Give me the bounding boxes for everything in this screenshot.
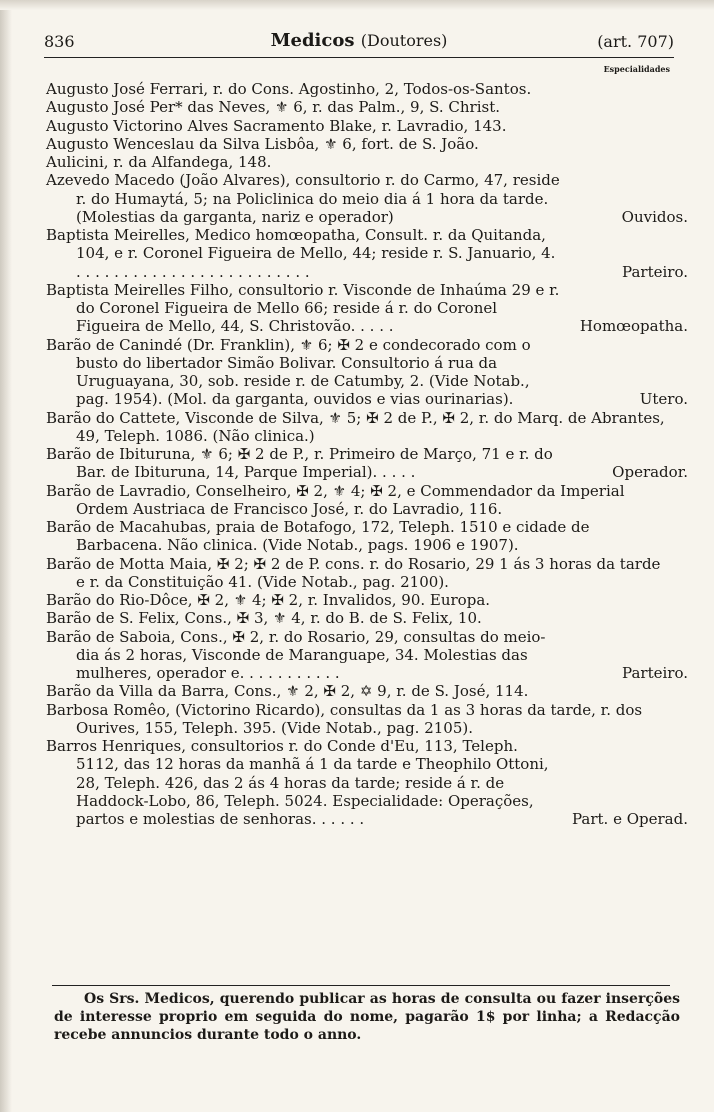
directory-entry [46,171,688,226]
page-header [44,30,674,56]
directory-entry [46,482,674,519]
entry-text: Augusto Wenceslau da Silva Lisbôa, ⚜ 6, fort. de S. João. [46,134,479,153]
entry-text: Barbosa Romêo, (Victorino Ricardo), consultas da 1 as 3 horas da tarde, r. dos Ourives, 155, Teleph. 395. (Vide Notab., pag. 2105). [46,700,643,737]
entry-text: Azevedo Macedo (João Alvares), consultorio r. do Carmo, 47, reside r. do Humaytá, 5; na Policlinica do meio dia á 1 hora da tarde. (Molestias da garganta, nariz e operador) [46,171,560,226]
entry-text: Augusto Victorino Alves Sacramento Blake, r. Lavradio, 143. [46,116,507,135]
directory-entry [46,280,688,336]
footnote: Os Srs. Medicos, querendo publicar as horas de consulta ou fazer inserções de interesse proprio em seguida do nome, pagarão 1$ por linha; a Redacção recebe annuncios durante todo o anno. [54,991,680,1043]
entry-text: Barão de Canindé (Dr. Franklin), ⚜ 6; ✠ 2 e condecorado com o busto do libertador Simão Bolivar. Consultorio á rua da Uruguayana, 30, sob. reside r. de Catumby, 2. (Vide Notab., pag. 1954). (Mol. da garganta, ouvidos e vias ourinarias). [46,335,531,409]
entry-text: Barão de Motta Maia, ✠ 2; ✠ 2 de P. cons. r. do Rosario, 29 1 ás 3 horas da tarde e r. da Constituição 41. (Vide Notab., pag. 2100). [46,554,661,591]
footnote-rule [52,985,670,986]
directory-entry [46,409,674,446]
page-title [44,30,674,51]
directory-entry [46,226,688,281]
entry-specialty: Utero. [639,390,688,409]
scan-edge-shadow [0,0,12,1112]
directory-entry [46,609,674,627]
entry-text: Barão de Lavradio, Conselheiro, ✠ 2, ⚜ 4; ✠ 2, e Commendador da Imperial Ordem Austriaca de Francisco José, r. do Lavradio, 116. [46,481,625,518]
entry-specialty: Parteiro. [622,262,688,281]
directory-entry [46,682,674,700]
entry-text: Augusto José Per* das Neves, ⚜ 6, r. das Palm., 9, S. Christ. [46,98,501,117]
entry-specialty: Part. e Operad. [571,810,688,828]
directory-entry [46,135,674,153]
scan-top-shadow [0,0,714,10]
directory-entry [46,701,674,738]
entry-text: Baptista Meirelles, Medico homœopatha, Consult. r. da Quitanda, 104, e r. Coronel Figueira de Mello, 44; reside r. S. Januario, 4. . . . . . . . . . . . . . . . . . . . . . . . . . [46,226,556,281]
article-number: (art. 707) [597,32,674,51]
directory-entry [46,80,674,98]
entry-text: Barão da Villa da Barra, Cons., ⚜ 2, ✠ 2, ✡ 9, r. de S. José, 114. [46,682,529,701]
specialty-heading: Especialidades [603,64,670,74]
entry-text: Barão do Cattete, Visconde de Silva, ⚜ 5; ✠ 2 de P., ✠ 2, r. do Marq. de Abrantes, 49, Teleph. 1086. (Não clinica.) [46,408,665,445]
header-rule [44,57,674,58]
entry-specialty: Ouvidos. [621,207,688,226]
directory-entry [46,335,688,409]
directory-entries [46,80,688,828]
entry-text: Barão de Macahubas, praia de Botafogo, 172, Teleph. 1510 e cidade de Barbacena. Não clinica. (Vide Notab., pags. 1906 e 1907). [46,518,590,555]
directory-entry [46,737,688,828]
entry-specialty: Operador. [612,463,688,482]
title-main: Medicos [270,30,355,51]
title-subtitle: (Doutores) [360,31,448,50]
entry-text: Barros Henriques, consultorios r. do Conde d'Eu, 113, Teleph. 5112, das 12 horas da manhã á 1 da tarde e Theophilo Ottoni, 28, Teleph. 426, das 2 ás 4 horas da tarde; reside á r. de Haddock-Lobo, 86, Teleph. 5024. Especialidade: Operações, partos e molestias de senhoras. . . . . . [46,737,549,828]
entry-specialty: Homœopatha. [579,317,688,336]
entry-text: Barão de Ibituruna, ⚜ 6; ✠ 2 de P., r. Primeiro de Março, 71 e r. do Bar. de Ibituruna, 14, Parque Imperial). . . . . [46,445,553,482]
entry-text: Barão do Rio-Dôce, ✠ 2, ⚜ 4; ✠ 2, r. Invalidos, 90. Europa. [46,591,491,609]
entry-text: Barão de Saboia, Cons., ✠ 2, r. do Rosario, 29, consultas do meio-dia ás 2 horas, Visconde de Maranguape, 34. Molestias das mulheres, operador e. . . . . . . . . . . [46,627,546,682]
directory-entry [46,518,674,555]
entry-text: Augusto José Ferrari, r. do Cons. Agostinho, 2, Todos-os-Santos. [46,80,532,98]
entry-text: Aulicini, r. da Alfandega, 148. [46,153,272,171]
page-number: 836 [44,32,75,51]
directory-entry [46,445,688,482]
directory-entry [46,117,674,135]
directory-entry [46,153,674,171]
directory-entry [46,555,674,592]
directory-entry [46,627,688,683]
directory-entry [46,591,674,609]
entry-specialty: Parteiro. [622,664,688,682]
directory-entry [46,98,674,116]
entry-text: Barão de S. Felix, Cons., ✠ 3, ⚜ 4, r. do B. de S. Felix, 10. [46,609,482,628]
entry-text: Baptista Meirelles Filho, consultorio r. Visconde de Inhaúma 29 e r. do Coronel Figueira de Mello 66; reside á r. do Coronel Figueira de Mello, 44, S. Christovão. . . . . [46,280,560,336]
